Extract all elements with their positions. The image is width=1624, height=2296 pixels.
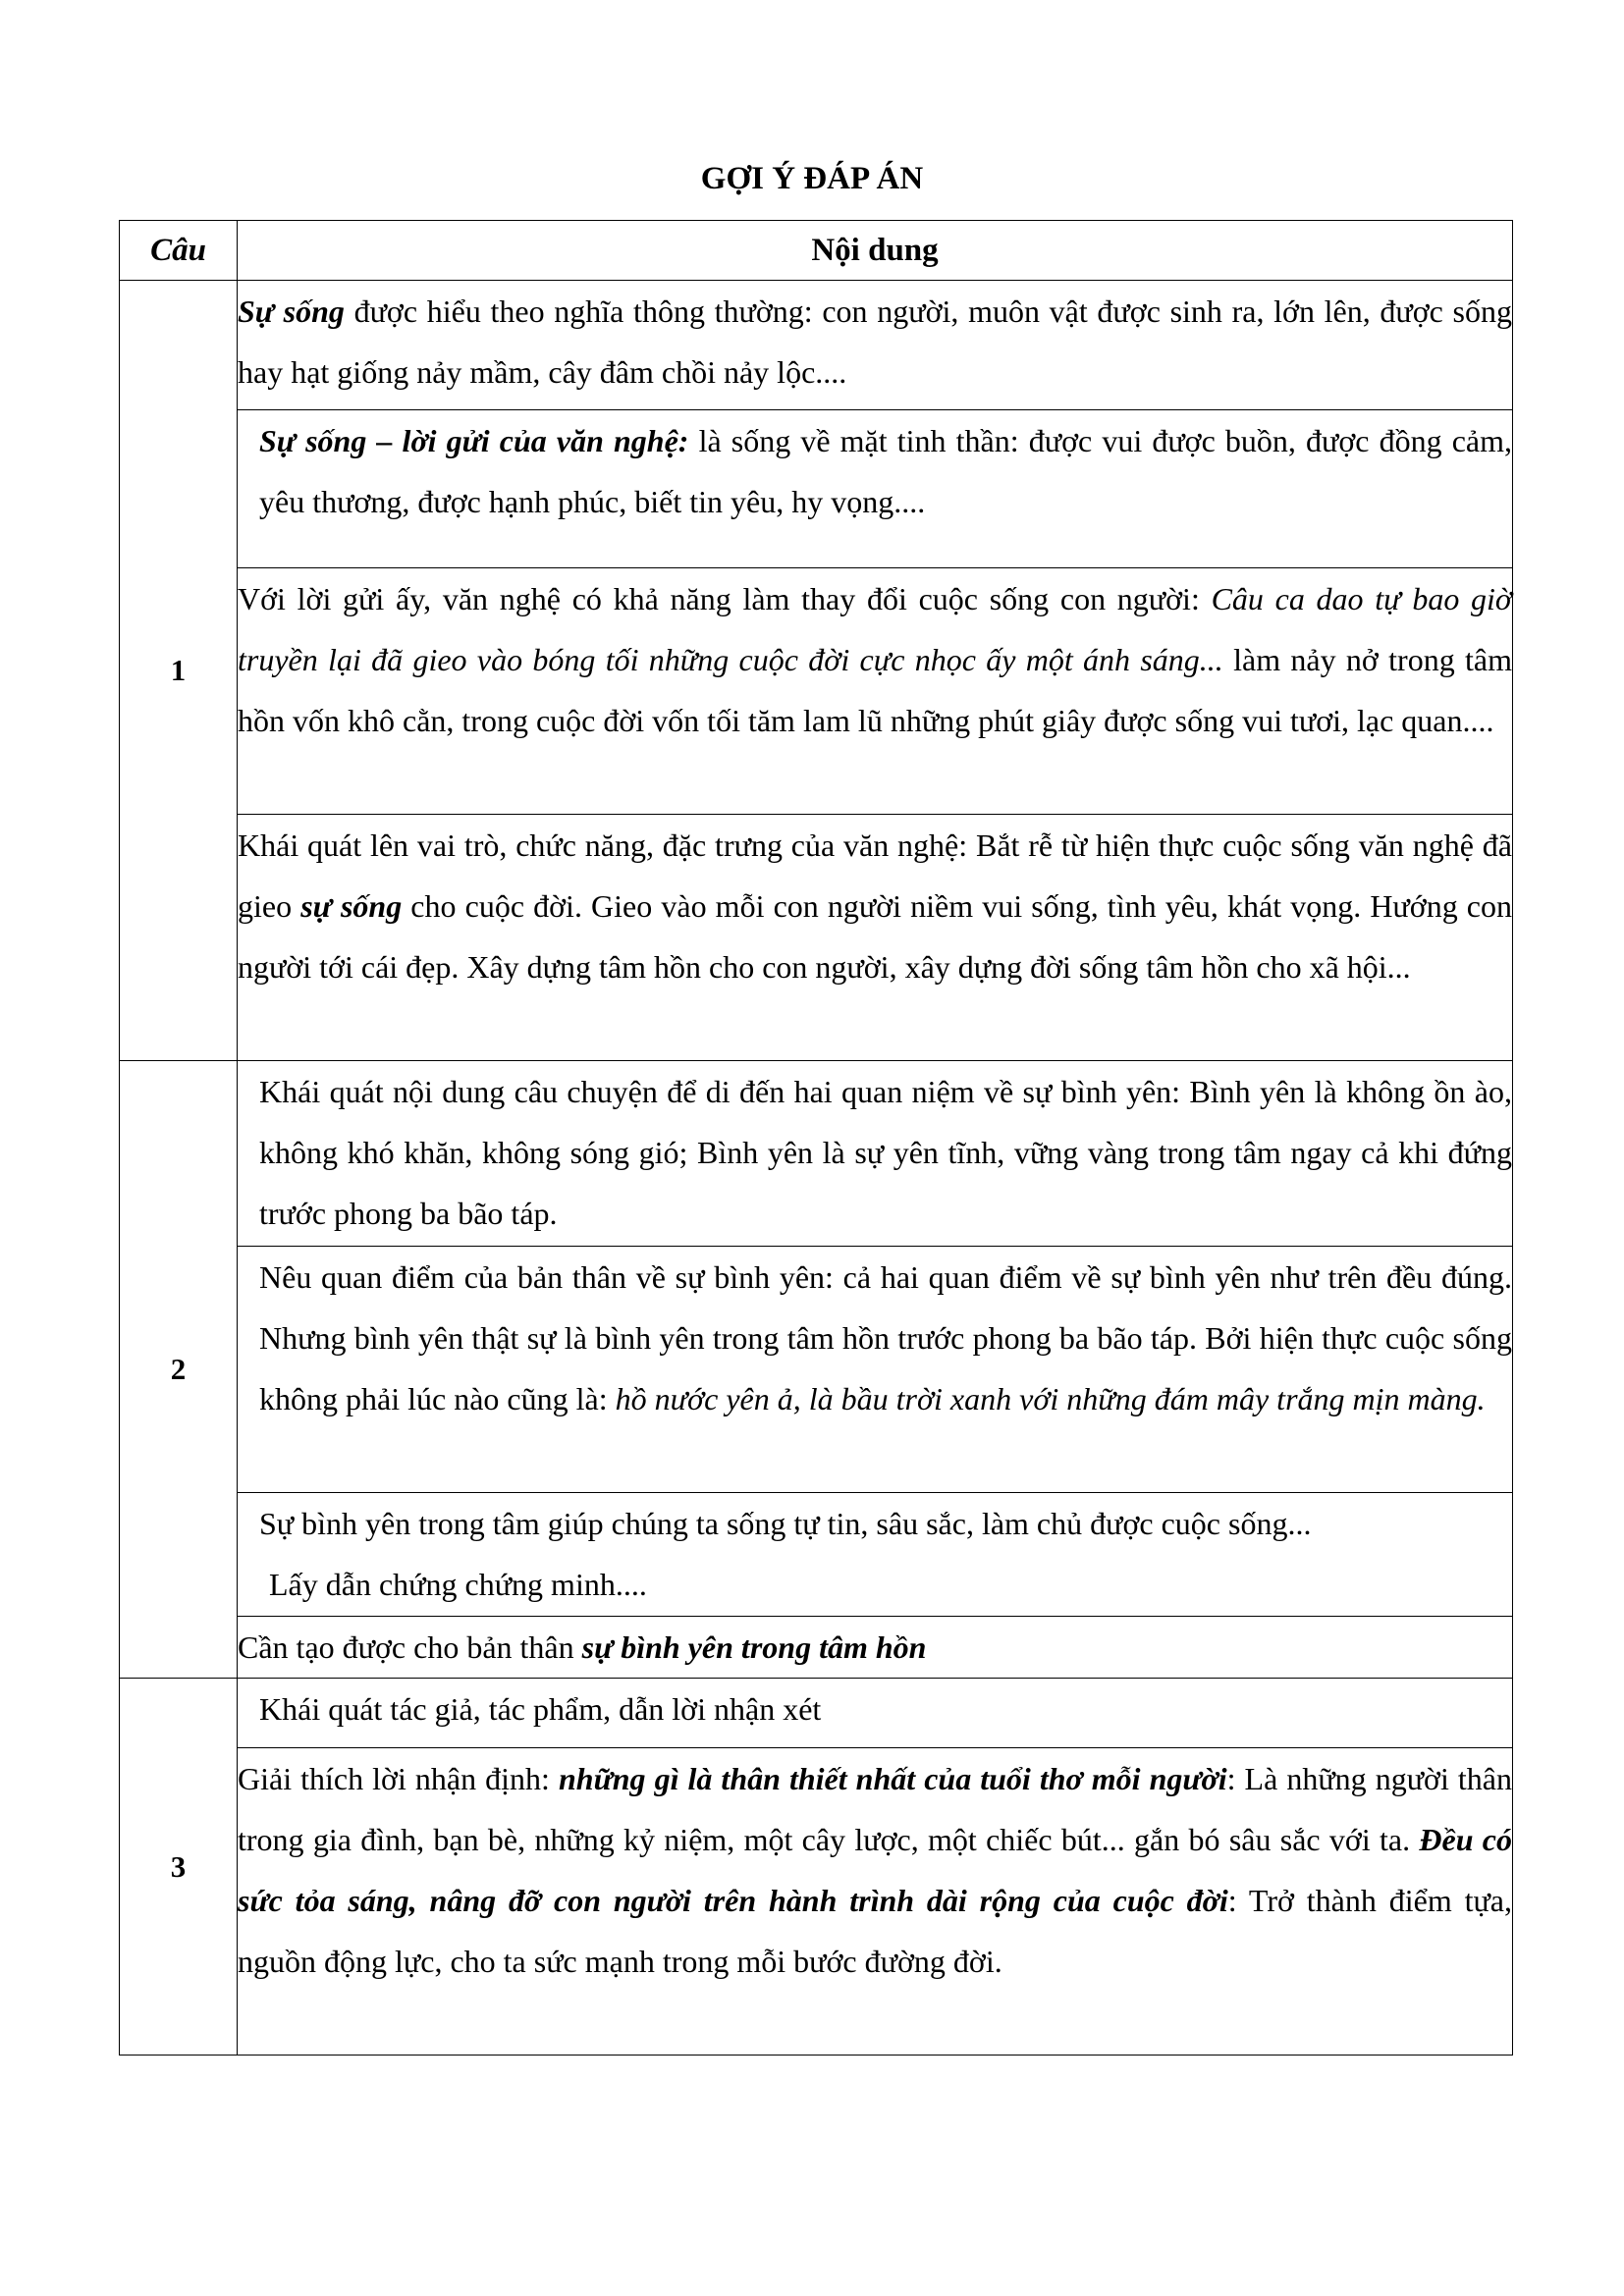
answer-cell-2-1 <box>238 1061 1513 1247</box>
emphasis-text: sự bình yên trong tâm hồn <box>581 1629 927 1665</box>
body-text: là sống về mặt tinh thần: được vui được buồn, được đồng cảm, yêu thương, được hạnh phúc, biết tin yêu, hy vọng.... <box>259 423 1513 519</box>
emphasis-text: Đều có sức tỏa sáng, nâng đỡ con người trên hành trình dài rộng của cuộc đời <box>238 1822 1513 1918</box>
body-text: làm nảy nở trong tâm hồn vốn khô cằn, trong cuộc đời vốn tối tăm lam lũ những phút giây được sống vui tươi, lạc quan.... <box>238 642 1513 738</box>
table-row <box>120 1679 1513 1748</box>
table-row <box>120 1748 1513 2056</box>
answer-cell-1-1 <box>238 281 1513 410</box>
question-number-2: 2 <box>120 1061 238 1679</box>
emphasis-text: Sự sống <box>238 294 345 329</box>
answer-cell-3-1 <box>238 1679 1513 1748</box>
table-row <box>120 568 1513 815</box>
body-text: được hiểu theo nghĩa thông thường: con người, muôn vật được sinh ra, lớn lên, được sống hay hạt giống nảy mầm, cây đâm chồi nảy lộc.... <box>238 294 1513 390</box>
body-text: Với lời gửi ấy, văn nghệ có khả năng làm thay đổi cuộc sống con người: <box>238 581 1212 616</box>
table-row <box>120 1247 1513 1493</box>
question-number-3: 3 <box>120 1679 238 2056</box>
page-title: GỢI Ý ĐÁP ÁN <box>700 161 924 196</box>
answer-cell-2-3 <box>238 1493 1513 1617</box>
emphasis-text: sự sống <box>300 888 403 924</box>
table-row <box>120 1493 1513 1617</box>
table-row <box>120 281 1513 410</box>
question-number-1: 1 <box>120 281 238 1061</box>
table-row <box>120 1617 1513 1679</box>
body-text: : Trở thành điểm tựa, nguồn động lực, cho ta sức mạnh trong mỗi bước đường đời. <box>238 1883 1513 1979</box>
answer-cell-2-4 <box>238 1617 1513 1679</box>
emphasis-text: Sự sống – lời gửi của văn nghệ: <box>259 423 689 458</box>
answer-cell-1-4 <box>238 815 1513 1061</box>
body-text: Sự bình yên trong tâm giúp chúng ta sống tự tin, sâu sắc, làm chủ được cuộc sống... <box>259 1506 1312 1541</box>
answer-cell-1-3 <box>238 568 1513 815</box>
table-row <box>120 815 1513 1061</box>
body-text: : Là những người thân trong gia đình, bạn bè, những kỷ niệm, một cây lược, một chiếc bút... gắn bó sâu sắc với ta. <box>238 1761 1513 1857</box>
table-row <box>120 1061 1513 1247</box>
body-text: Giải thích lời nhận định: <box>238 1761 559 1796</box>
body-text: Lấy dẫn chứng chứng minh.... <box>269 1567 647 1602</box>
quote-text: hồ nước yên ả, là bầu trời xanh với những đám mây trắng mịn màng. <box>615 1381 1486 1416</box>
quote-text: Câu ca dao tự bao giờ truyền lại đã gieo vào bóng tối những cuộc đời cực nhọc ấy một ánh sáng... <box>238 581 1513 677</box>
header-content: Nội dung <box>238 221 1513 281</box>
body-text: Khái quát nội dung câu chuyện để di đến hai quan niệm về sự bình yên: Bình yên là không ồn ào, không khó khăn, không sóng gió; Bình yên là sự yên tĩnh, vững vàng trong tâm ngay cả khi đứng trước phong ba bão táp. <box>259 1074 1512 1231</box>
table-row <box>120 410 1513 568</box>
answer-cell-2-2 <box>238 1247 1513 1493</box>
answer-table <box>119 220 1513 2056</box>
body-text: Cần tạo được cho bản thân <box>238 1629 582 1665</box>
body-text: Nêu quan điểm của bản thân về sự bình yên: cả hai quan điểm về sự bình yên như trên đều đúng. Nhưng bình yên thật sự là bình yên trong tâm hồn trước phong ba bão táp. Bởi hiện thực cuộc sống không phải lúc nào cũng là: <box>259 1259 1512 1416</box>
body-text: Khái quát lên vai trò, chức năng, đặc trưng của văn nghệ: Bắt rễ từ hiện thực cuộc sống văn nghệ đã gieo <box>238 828 1512 924</box>
answer-cell-1-2 <box>238 410 1513 568</box>
header-question-number: Câu <box>120 221 238 281</box>
answer-cell-3-2 <box>238 1748 1513 2056</box>
table-header-row <box>120 221 1513 281</box>
body-text: cho cuộc đời. Gieo vào mỗi con người niềm vui sống, tình yêu, khát vọng. Hướng con người tới cái đẹp. Xây dựng tâm hồn cho con người, xây dựng đời sống tâm hồn cho xã hội... <box>238 888 1512 985</box>
body-text: Khái quát tác giả, tác phẩm, dẫn lời nhận xét <box>259 1691 822 1727</box>
emphasis-text: những gì là thân thiết nhất của tuổi thơ mỗi người <box>558 1761 1227 1796</box>
